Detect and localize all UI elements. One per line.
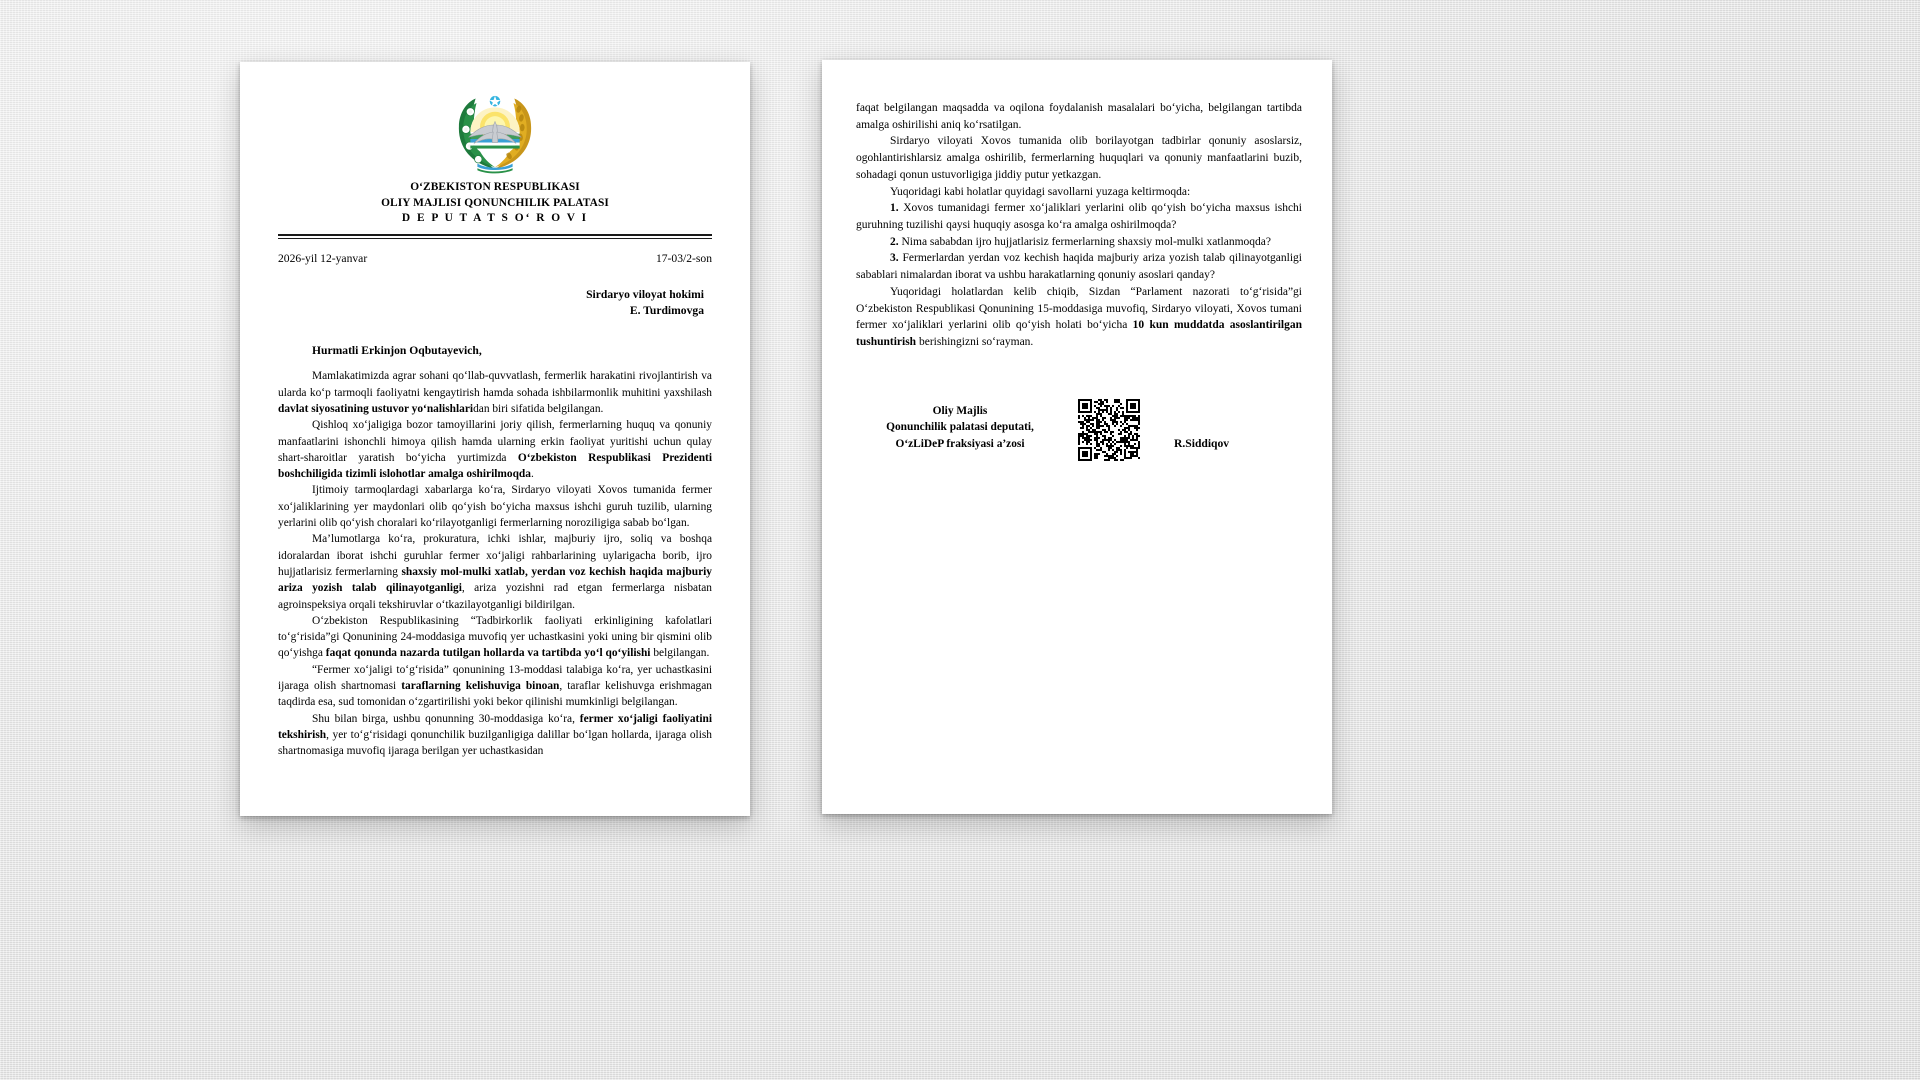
uzbekistan-state-emblem-icon bbox=[451, 88, 539, 176]
body-text-run: Mamlakatimizda agrar sohani qo‘llab-quvvatlash, fermerlik harakatini rivojlantirish va ularda ko‘p tarmoqli faoliyatni kengaytirish hamda sohada ishbilarmonlik muhitini yaxshilash bbox=[278, 370, 712, 399]
paragraph bbox=[278, 531, 712, 612]
emphasis-text: 3. bbox=[890, 252, 899, 265]
paragraph bbox=[856, 250, 1302, 283]
emphasis-text: fermer xo‘jaligi faoliyatini tekshirish bbox=[278, 712, 712, 741]
qr-code[interactable] bbox=[1078, 399, 1140, 461]
signature-area bbox=[856, 399, 1302, 461]
body-text-run: , yer to‘g‘risidagi qonunchilik buzilganligiga dalillar bo‘lgan hollarda, ijaraga olish shartnomasiga muvofiq ijaraga berilgan yer uchastkasidan bbox=[278, 728, 712, 758]
signature-title-line-1: Oliy Majlis bbox=[932, 404, 988, 417]
header-divider bbox=[278, 234, 712, 239]
body-text-run: , taraflar kelishuvga erishmagan taqdirda esa, sud tomonidan o‘zgartirilishi yoki bekor qilinishi mumkinligi belgilangan. bbox=[278, 679, 712, 709]
body-text-run: Yuqoridagi holatlardan kelib chiqib, Sizdan “Parlament nazorati to‘g‘risida”gi O‘zbekiston Respublikasi Qonunining 15-moddasiga muvofiq, Sirdaryo viloyati, Xovos tumani fermer xo‘jaliklari yerlarini olib qo‘yish holati bo‘yicha bbox=[856, 285, 1302, 332]
letterhead-line-3: D E P U T A T S O‘ R O V I bbox=[401, 212, 589, 224]
body-text-run: Ma’lumotlarga ko‘ra, prokuratura, ichki ishlar, majburiy ijro, soliq va boshqa idoralardan iborat ishchi guruhlar fermer xo‘jaligi rahbarlarining uylarigacha borib, ijro hujjatlarisiz fermerlarning bbox=[278, 533, 712, 578]
emphasis-text: taraflarning kelishuviga binoan bbox=[401, 679, 560, 692]
body-text-run: faqat belgilangan maqsadda va oqilona foydalanish masalalari bo‘yicha, belgilangan tartibda amalga oshirilishi aniq ko‘rsatilgan. bbox=[856, 102, 1302, 131]
emblem-container bbox=[278, 88, 712, 176]
body-text-run: Ijtimoiy tarmoqlardagi xabarlarga ko‘ra, Sirdaryo viloyati Xovos tumanida fermer xo‘jaliklarining yer maydonlari olib qo‘yish bo‘yicha maxsus ishchi guruh tuzilib, ularning yerlarini olib qo‘yish choralari ko‘rilayotganligi fermerlarning noroziligiga sabab bo‘lgan. bbox=[278, 484, 712, 530]
paragraph bbox=[278, 711, 712, 760]
emphasis-text: 10 kun muddatda asoslantirilgan tushuntirish bbox=[856, 319, 1302, 349]
body-text-run: , ariza yozishni rad etgan fermerlarga nisbatan agroinspeksiya orqali tekshiruvlar o‘tkazilayotganligi bildirilgan. bbox=[278, 582, 712, 611]
emphasis-text: davlat siyosatining ustuvor yo‘nalishlari bbox=[278, 402, 474, 415]
paragraph bbox=[278, 417, 712, 482]
emphasis-text: O‘zbekiston Respublikasi Prezidenti boshchiligida tizimli islohotlar amalga oshirilmoqda bbox=[278, 451, 713, 481]
meta-row bbox=[278, 252, 712, 265]
addressee-title: Sirdaryo viloyat hokimi bbox=[586, 287, 704, 301]
paragraph bbox=[278, 482, 712, 531]
letterhead-line-1: O‘ZBEKISTON RESPUBLIKASI bbox=[410, 181, 580, 193]
page-2-body bbox=[856, 100, 1302, 351]
body-text-run: dan biri sifatida belgilangan. bbox=[473, 402, 604, 415]
body-text-run: Shu bilan birga, ushbu qonunning 30-moddasiga ko‘ra, bbox=[312, 712, 580, 725]
paragraph bbox=[856, 184, 1302, 201]
paragraph bbox=[278, 613, 712, 662]
body-text-run: . bbox=[530, 468, 534, 481]
letterhead-line-2: OLIY MAJLISI QONUNCHILIK PALATASI bbox=[381, 196, 609, 209]
paragraph bbox=[856, 284, 1302, 351]
page-1-body bbox=[278, 368, 712, 759]
document-page-1[interactable] bbox=[240, 62, 750, 816]
document-page-2[interactable] bbox=[822, 60, 1332, 814]
signatory-name: R.Siddiqov bbox=[1174, 436, 1230, 450]
paragraph bbox=[856, 133, 1302, 183]
page-2-content bbox=[822, 60, 1332, 754]
paragraph bbox=[856, 100, 1302, 133]
emphasis-text: 2. bbox=[890, 235, 899, 248]
body-text-run: Sirdaryo viloyati Xovos tumanida olib borilayotgan tadbirlar qonuniy asoslarsiz, ogohlantirishlarsiz amalga oshirilib, fermerlarning huquqlari va qonuniy manfaatlarini buzib, sohadagi qonun ustuvorligiga jiddiy putur yetkazgan. bbox=[856, 135, 1302, 181]
emphasis-text: faqat qonunda nazarda tutilgan hollarda va tartibda yo‘l qo‘yilishi bbox=[325, 647, 651, 660]
body-text-run: berishingizni so‘rayman. bbox=[916, 336, 1034, 349]
letterhead bbox=[278, 180, 712, 227]
body-text-run: Nima sababdan ijro hujjatlarisiz fermerlarning shaxsiy mol-mulki xatlanmoqda? bbox=[898, 235, 1271, 248]
emphasis-text: shaxsiy mol-mulki xatlab, yerdan voz kechish haqida majburiy ariza yozish talab qilinayotganligi bbox=[278, 565, 712, 595]
page-1-content bbox=[240, 62, 750, 770]
paragraph bbox=[278, 662, 712, 711]
document-date: 2026-yil 12-yanvar bbox=[278, 251, 368, 265]
addressee-block bbox=[278, 287, 712, 321]
paragraph bbox=[856, 234, 1302, 251]
paragraph bbox=[856, 200, 1302, 233]
body-text-run: Fermerlardan yerdan voz kechish haqida majburiy ariza yozish talab qilinayotganligi sabablari nimalardan iborat va ushbu harakatlarning qonuniy asoslari qanday? bbox=[856, 252, 1302, 282]
signature-title-line-3: O‘zLiDeP fraksiyasi a’zosi bbox=[895, 437, 1025, 450]
paragraph bbox=[278, 368, 712, 417]
qr-code-canvas bbox=[1078, 399, 1140, 461]
signature-title-line-2: Qonunchilik palatasi deputati, bbox=[886, 421, 1034, 434]
addressee-name: E. Turdimovga bbox=[629, 304, 704, 318]
salutation: Hurmatli Erkinjon Oqbutayevich, bbox=[312, 344, 482, 358]
body-text-run: Yuqoridagi kabi holatlar quyidagi savollarni yuzaga keltirmoqda: bbox=[890, 185, 1191, 198]
document-reference-number: 17-03/2-son bbox=[655, 251, 712, 265]
body-text-run: belgilangan. bbox=[650, 647, 710, 660]
emphasis-text: 1. bbox=[890, 202, 899, 215]
body-text-run: Qishloq xo‘jaligiga bozor tamoyillarini joriy qilish, fermerlarning huquq va qonuniy manfaatlarini ishonchli himoya qilish hamda ularning erkin faoliyat yuritishi uchun qulay shart-sharoitlar yaratish bo‘yicha yurtimizda bbox=[278, 419, 712, 464]
signature-title-block bbox=[856, 399, 1064, 453]
body-text-run: “Fermer xo‘jaligi to‘g‘risida” qonunining 13-moddasi talabiga ko‘ra, yer uchastkasini ijaraga olish shartnomasi bbox=[278, 663, 712, 692]
body-text-run: Xovos tumanidagi fermer xo‘jaliklari yerlarini olib qo‘yish bo‘yicha maxsus ishchi guruhning tuzilishi qaysi huquqiy asosga ko‘ra amalga oshirilmoqda? bbox=[856, 202, 1302, 232]
body-text-run: O‘zbekiston Respublikasining “Tadbirkorlik faoliyati erkinligining kafolatlari to‘g‘risida”gi Qonunining 24-moddasiga muvofiq yer uchastkasini yoki uning bir qismini olib qo‘yishga bbox=[278, 614, 712, 660]
